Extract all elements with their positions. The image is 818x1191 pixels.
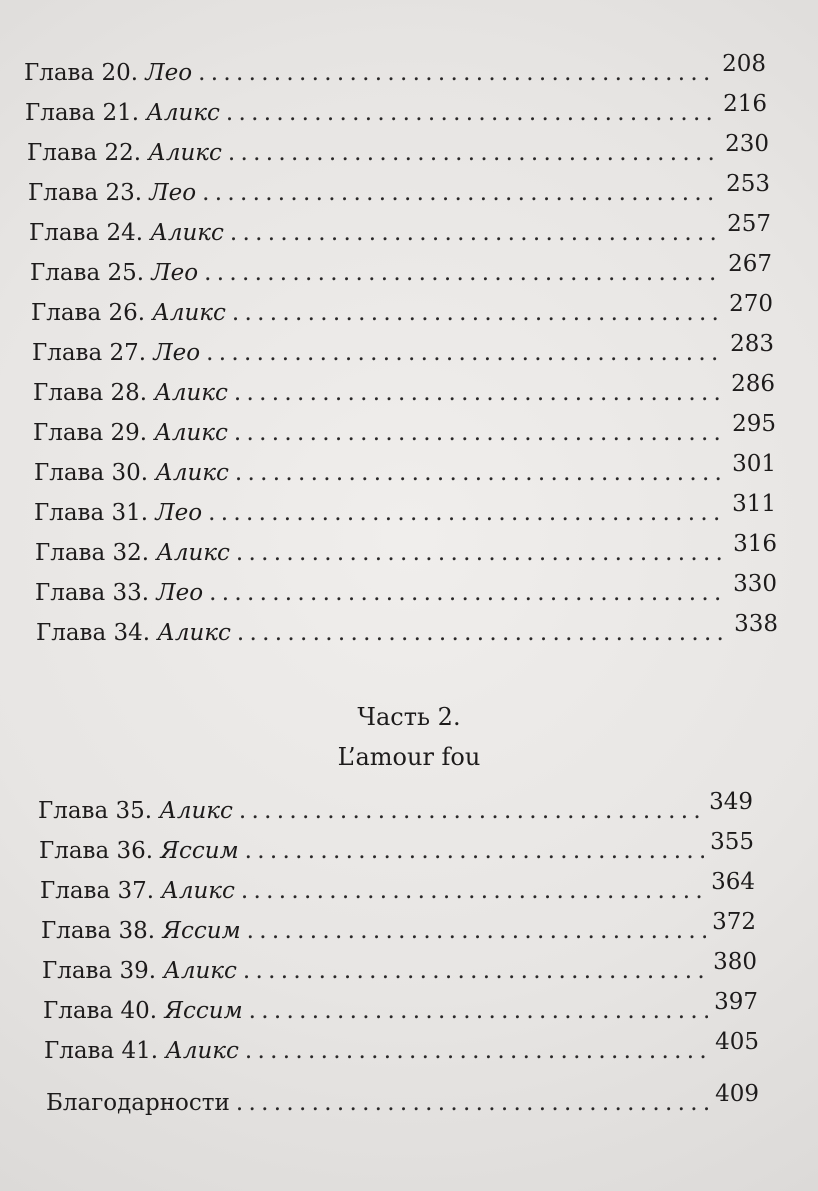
toc-entry-chapter-36 — [39, 829, 754, 866]
toc-entry-chapter-32 — [35, 531, 777, 568]
toc-entry-chapter-40 — [43, 989, 758, 1026]
dot-leader — [208, 498, 726, 528]
toc-entry-page-number: 364 — [711, 869, 755, 895]
part-subtitle: L’amour fou — [337, 743, 481, 771]
toc-entry-chapter-26 — [31, 291, 773, 328]
toc-entry-label: Глава 39. Аликс — [42, 958, 237, 984]
toc-entry-chapter-22 — [27, 131, 769, 168]
toc-entry-label: Глава 33. Лео — [35, 580, 204, 606]
toc-entry-label: Глава 30. Аликс — [34, 460, 229, 486]
dot-leader — [202, 178, 720, 208]
toc-entry-chapter-35 — [38, 789, 753, 826]
toc-entry-label: Глава 23. Лео — [28, 180, 197, 206]
toc-entry-label: Глава 34. Аликс — [36, 620, 231, 646]
toc-entry-chapter-27 — [32, 331, 774, 368]
toc-entry-page-number: 216 — [723, 91, 767, 117]
dot-leader — [234, 378, 725, 408]
part-heading: Часть 2. — [357, 703, 461, 731]
toc-entry-label: Глава 31. Лео — [34, 500, 203, 526]
dot-leader — [241, 876, 705, 906]
toc-entry-page-number: 405 — [715, 1029, 759, 1055]
toc-entry-page-number: 311 — [732, 491, 776, 517]
toc-entry-label: Глава 35. Аликс — [38, 798, 233, 824]
toc-entry-page-number: 316 — [733, 531, 777, 557]
toc-entry-page-number: 409 — [715, 1081, 759, 1107]
dot-leader — [204, 258, 722, 288]
toc-entry-chapter-21 — [25, 91, 767, 128]
toc-entry-chapter-23 — [28, 171, 770, 208]
toc-entry-acknowledgements — [46, 1081, 759, 1118]
toc-entry-page-number: 257 — [727, 211, 771, 237]
toc-entry-chapter-24 — [29, 211, 771, 248]
toc-entry-label: Глава 40. Яссим — [43, 998, 243, 1024]
toc-entry-page-number: 253 — [726, 171, 770, 197]
dot-leader — [243, 956, 707, 986]
dot-leader — [228, 138, 719, 168]
toc-entry-chapter-39 — [42, 949, 757, 986]
toc-entry-label: Глава 37. Аликс — [40, 878, 235, 904]
toc-entry-label: Глава 20. Лео — [24, 60, 193, 86]
toc-entry-page-number: 301 — [732, 451, 776, 477]
toc-entry-page-number: 372 — [712, 909, 756, 935]
toc-entry-page-number: 230 — [725, 131, 769, 157]
dot-leader — [226, 98, 717, 128]
toc-entry-label: Благодарности — [46, 1090, 230, 1116]
toc-entry-page-number: 267 — [728, 251, 772, 277]
toc-entry-page-number: 208 — [722, 51, 766, 77]
toc-entry-page-number: 270 — [729, 291, 773, 317]
toc-entry-label: Глава 22. Аликс — [27, 140, 222, 166]
dot-leader — [232, 298, 723, 328]
toc-entry-page-number: 397 — [714, 989, 758, 1015]
dot-leader — [209, 578, 727, 608]
toc-entry-chapter-30 — [34, 451, 776, 488]
dot-leader — [247, 916, 706, 946]
toc-entry-chapter-25 — [30, 251, 772, 288]
toc-entry-chapter-31 — [34, 491, 776, 528]
dot-leader — [235, 458, 726, 488]
dot-leader — [198, 58, 716, 88]
toc-entry-page-number: 295 — [732, 411, 776, 437]
toc-entry-label: Глава 24. Аликс — [29, 220, 224, 246]
toc-entry-label: Глава 29. Аликс — [33, 420, 228, 446]
toc-entry-page-number: 355 — [710, 829, 754, 855]
dot-leader — [237, 618, 728, 648]
dot-leader — [236, 1088, 709, 1118]
toc-entry-chapter-41 — [44, 1029, 759, 1066]
toc-entry-chapter-28 — [33, 371, 775, 408]
dot-leader — [239, 796, 703, 826]
toc-entry-label: Глава 28. Аликс — [33, 380, 228, 406]
toc-entry-chapter-37 — [40, 869, 755, 906]
toc-entry-page-number: 330 — [733, 571, 777, 597]
toc-entry-chapter-38 — [41, 909, 756, 946]
toc-entry-label: Глава 38. Яссим — [41, 918, 241, 944]
toc-entry-page-number: 338 — [734, 611, 778, 637]
toc-entry-label: Глава 27. Лео — [32, 340, 201, 366]
toc-entry-page-number: 349 — [709, 789, 753, 815]
toc-entry-label: Глава 26. Аликс — [31, 300, 226, 326]
toc-entry-label: Глава 36. Яссим — [39, 838, 239, 864]
dot-leader — [206, 338, 724, 368]
toc-entry-page-number: 380 — [713, 949, 757, 975]
toc-entry-chapter-20 — [24, 51, 766, 88]
dot-leader — [245, 836, 704, 866]
dot-leader — [245, 1036, 709, 1066]
toc-entry-label: Глава 21. Аликс — [25, 100, 220, 126]
dot-leader — [249, 996, 708, 1026]
dot-leader — [236, 538, 727, 568]
toc-entry-label: Глава 32. Аликс — [35, 540, 230, 566]
toc-entry-chapter-34 — [36, 611, 778, 648]
toc-entry-label: Глава 41. Аликс — [44, 1038, 239, 1064]
toc-entry-chapter-33 — [35, 571, 777, 608]
toc-entry-label: Глава 25. Лео — [30, 260, 199, 286]
toc-entry-page-number: 283 — [730, 331, 774, 357]
toc-entry-page-number: 286 — [731, 371, 775, 397]
toc-entry-chapter-29 — [33, 411, 776, 448]
dot-leader — [230, 218, 721, 248]
dot-leader — [234, 418, 726, 448]
